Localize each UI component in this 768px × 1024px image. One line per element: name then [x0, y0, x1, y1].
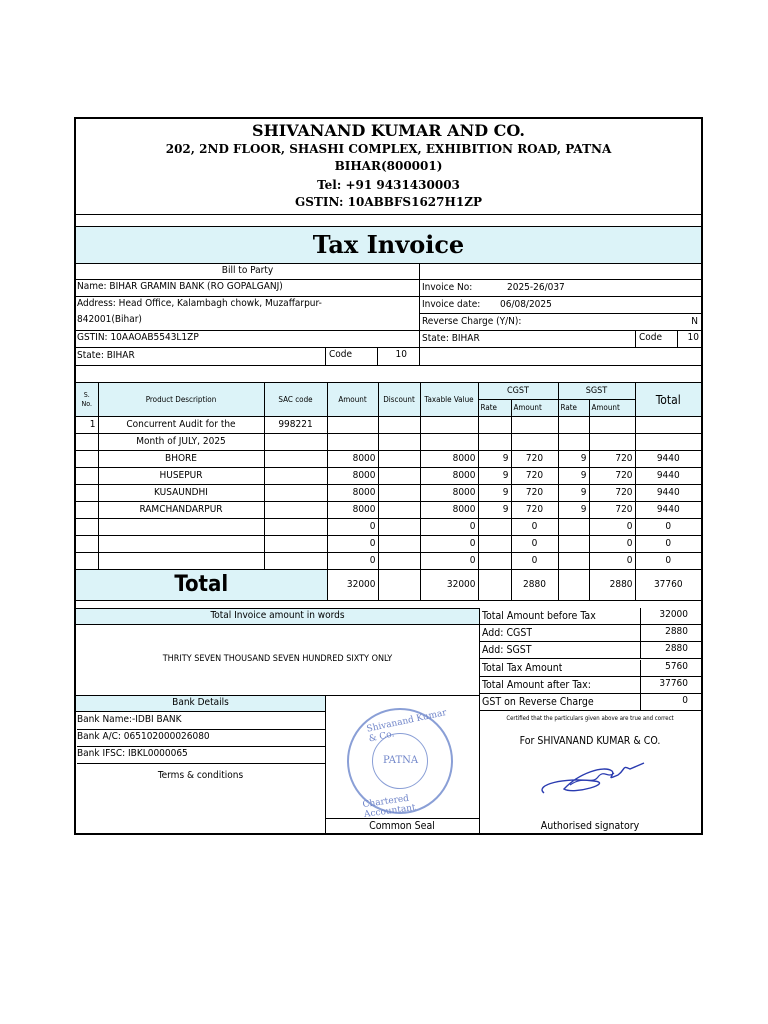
separator: [76, 365, 701, 383]
cell-sac: [264, 451, 327, 468]
invoice-no: 2025-26/037: [507, 282, 565, 293]
cell-cgst-amt: [511, 434, 558, 451]
cell-sno: 1: [76, 417, 98, 434]
company-address-line1: 202, 2ND FLOOR, SHASHI COMPLEX, EXHIBITION ROAD, PATNA: [165, 142, 612, 156]
cell-cgst-amt: 720: [511, 468, 558, 485]
cell-total: 9440: [635, 451, 701, 468]
col-sgst-rate: Rate: [558, 400, 589, 417]
invoice-title: Tax Invoice: [76, 226, 701, 263]
col-sgst-amount: Amount: [589, 400, 635, 417]
table-row: [76, 434, 701, 451]
cell-total: 0: [635, 553, 701, 570]
bill-address-line1: Address: Head Office, Kalambagh chowk, Muzaffarpur-: [76, 296, 419, 313]
cell-sac: [264, 468, 327, 485]
cell-sno: [76, 519, 98, 536]
cell-sgst-rate: 9: [558, 451, 589, 468]
cell-amount: 8000: [327, 502, 378, 519]
col-description: Product Description: [98, 383, 264, 417]
cell-sgst-amt: 0: [589, 553, 635, 570]
cell-taxable: 8000: [420, 485, 478, 502]
bank-ifsc: Bank IFSC: IBKL0000065: [77, 747, 325, 764]
cell-sgst-amt: 0: [589, 519, 635, 536]
cell-taxable: [420, 434, 478, 451]
seal-text-top: Shivanand Kumar & Co.: [365, 708, 448, 745]
invoice-state: State: BIHAR: [422, 333, 480, 344]
cell-total: 9440: [635, 468, 701, 485]
cell-cgst-rate: 9: [478, 502, 511, 519]
cell-amount: [327, 417, 378, 434]
cell-desc: RAMCHANDARPUR: [98, 502, 264, 519]
cell-sno: [76, 434, 98, 451]
cell-sgst-rate: [558, 553, 589, 570]
cell-sgst-amt: [589, 434, 635, 451]
bill-gstin: GSTIN: 10AAOAB5543L1ZP: [76, 330, 419, 347]
col-sgst: SGST: [558, 383, 635, 400]
summary-label: Total Amount after Tax:: [482, 678, 591, 691]
cell-cgst-rate: [478, 434, 511, 451]
bill-name: Name: BIHAR GRAMIN BANK (RO GOPALGANJ): [76, 279, 419, 296]
invoice-date: 06/08/2025: [500, 299, 552, 310]
cell-sgst-amt: 720: [589, 451, 635, 468]
bill-to-header: Bill to Party: [76, 263, 419, 279]
col-cgst-amount: Amount: [511, 400, 558, 417]
summary-value: 2880: [640, 625, 702, 641]
col-sac: SAC code: [264, 383, 327, 417]
invoice-code: 10: [677, 331, 702, 347]
sign-for: For SHIVANAND KUMAR & CO.: [519, 735, 661, 747]
summary-row: [480, 694, 702, 711]
cell-sno: [76, 485, 98, 502]
invoice-sheet: [74, 117, 703, 835]
bill-address-line2: 842001(Bihar): [77, 314, 142, 325]
cell-total: [635, 434, 701, 451]
cell-sno: [76, 536, 98, 553]
common-seal-label: Common Seal: [325, 818, 479, 833]
cell-desc: [98, 536, 264, 553]
cell-sgst-rate: 9: [558, 502, 589, 519]
summary-table: [479, 608, 701, 711]
cell-sgst-amt: 720: [589, 502, 635, 519]
summary-label: Total Amount before Tax: [482, 610, 596, 622]
bank-name: Bank Name:-IDBI BANK: [77, 713, 325, 730]
cell-desc: Concurrent Audit for the: [98, 417, 264, 434]
signature-icon: [534, 755, 654, 805]
cell-sno: [76, 553, 98, 570]
cell-amount: 0: [327, 553, 378, 570]
cell-cgst-amt: 720: [511, 451, 558, 468]
col-cgst-rate: Rate: [478, 400, 511, 417]
cell-sno: [76, 502, 98, 519]
total-taxable: 32000: [420, 570, 478, 601]
cell-cgst-rate: 9: [478, 468, 511, 485]
bill-code-label: Code: [325, 348, 377, 365]
invoice-code-label: Code: [635, 331, 677, 347]
cell-amount: 8000: [327, 451, 378, 468]
cell-discount: [378, 417, 420, 434]
summary-label: Total Tax Amount: [482, 661, 563, 674]
cell-taxable: 0: [420, 536, 478, 553]
cell-sgst-amt: [589, 417, 635, 434]
total-cgst: 2880: [511, 570, 558, 601]
cell-total: [635, 417, 701, 434]
summary-row: [480, 625, 702, 642]
seal-text-bottom: Chartered Accountant: [362, 793, 417, 821]
cell-total: 9440: [635, 502, 701, 519]
summary-value: 0: [640, 694, 702, 710]
cell-taxable: 0: [420, 553, 478, 570]
invoice-date-label: Invoice date:: [422, 299, 481, 310]
cell-cgst-amt: 720: [511, 485, 558, 502]
bill-code: 10: [377, 348, 419, 365]
cell-taxable: 8000: [420, 451, 478, 468]
total-grand: 37760: [635, 570, 701, 601]
cell-desc: HUSEPUR: [98, 468, 264, 485]
cell-amount: 0: [327, 536, 378, 553]
summary-value: 32000: [640, 608, 702, 624]
company-gstin: GSTIN: 10ABBFS1627H1ZP: [295, 195, 482, 209]
table-row: [76, 468, 701, 485]
cell-discount: [378, 553, 420, 570]
cell-total: 9440: [635, 485, 701, 502]
summary-row: [480, 660, 702, 677]
cell-desc: [98, 553, 264, 570]
cell-cgst-rate: [478, 417, 511, 434]
cell-cgst-amt: 0: [511, 536, 558, 553]
summary-value: 2880: [640, 642, 702, 658]
cell-cgst-amt: [511, 417, 558, 434]
cell-sgst-amt: 720: [589, 485, 635, 502]
total-label: Total: [76, 570, 327, 601]
cell-cgst-rate: [478, 553, 511, 570]
total-sgst: 2880: [589, 570, 635, 601]
cell-sgst-rate: 9: [558, 468, 589, 485]
cell-cgst-rate: 9: [478, 451, 511, 468]
cell-amount: 8000: [327, 468, 378, 485]
summary-row: [480, 642, 702, 659]
cell-amount: 0: [327, 519, 378, 536]
cell-taxable: 8000: [420, 502, 478, 519]
col-taxable: Taxable Value: [420, 383, 478, 417]
cell-sgst-rate: [558, 434, 589, 451]
cell-sno: [76, 451, 98, 468]
separator: [76, 214, 701, 226]
summary-label: Add: SGST: [482, 644, 532, 657]
certified-text: Certified that the particulars given above are true and correct: [506, 715, 674, 722]
summary-row: [480, 608, 702, 625]
words-header: Total Invoice amount in words: [76, 608, 479, 625]
cell-taxable: 0: [420, 519, 478, 536]
summary-row: [480, 677, 702, 694]
total-amount: 32000: [327, 570, 378, 601]
cell-sac: [264, 434, 327, 451]
cell-sac: [264, 485, 327, 502]
seal-stamp: [347, 708, 453, 821]
col-sno: S. No.: [76, 383, 98, 417]
company-address-line2: BIHAR(800001): [334, 159, 443, 173]
cell-cgst-amt: 0: [511, 553, 558, 570]
cell-cgst-rate: [478, 519, 511, 536]
summary-label: GST on Reverse Charge: [482, 696, 594, 708]
cell-desc: Month of JULY, 2025: [98, 434, 264, 451]
cell-total: 0: [635, 519, 701, 536]
cell-cgst-amt: 0: [511, 519, 558, 536]
col-total: Total: [635, 383, 701, 417]
table-row: [76, 553, 701, 570]
terms-conditions: Terms & conditions: [157, 770, 244, 781]
summary-value: 37760: [640, 677, 702, 693]
cell-discount: [378, 502, 420, 519]
cell-discount: [378, 536, 420, 553]
seal-text-center: PATNA: [383, 755, 419, 766]
bank-account: Bank A/C: 065102000026080: [77, 730, 325, 747]
table-row: [76, 519, 701, 536]
cell-sgst-amt: 0: [589, 536, 635, 553]
table-row: [76, 485, 701, 502]
cell-taxable: [420, 417, 478, 434]
cell-cgst-amt: 720: [511, 502, 558, 519]
cell-sgst-rate: [558, 519, 589, 536]
cell-taxable: 8000: [420, 468, 478, 485]
col-amount: Amount: [327, 383, 378, 417]
bank-header: Bank Details: [76, 695, 325, 712]
table-row: [76, 417, 701, 434]
cell-discount: [378, 485, 420, 502]
items-table: [76, 383, 701, 601]
cell-sac: [264, 519, 327, 536]
cell-sgst-rate: 9: [558, 485, 589, 502]
table-row: [76, 536, 701, 553]
reverse-charge-value: N: [691, 316, 698, 327]
cell-sac: [264, 536, 327, 553]
cell-cgst-rate: [478, 536, 511, 553]
cell-total: 0: [635, 536, 701, 553]
company-name: SHIVANAND KUMAR AND CO.: [252, 121, 525, 140]
cell-sgst-rate: [558, 536, 589, 553]
cell-sac: 998221: [264, 417, 327, 434]
bill-state: State: BIHAR: [77, 350, 135, 361]
cell-amount: [327, 434, 378, 451]
cell-discount: [378, 451, 420, 468]
cell-discount: [378, 468, 420, 485]
authorised-signatory: Authorised signatory: [540, 820, 640, 832]
cell-discount: [378, 434, 420, 451]
table-row: [76, 451, 701, 468]
col-cgst: CGST: [478, 383, 558, 400]
invoice-no-label: Invoice No:: [422, 282, 473, 293]
cell-desc: [98, 519, 264, 536]
table-row: [76, 502, 701, 519]
col-discount: Discount: [378, 383, 420, 417]
cell-sgst-amt: 720: [589, 468, 635, 485]
summary-label: Add: CGST: [482, 627, 533, 640]
cell-sno: [76, 468, 98, 485]
cell-cgst-rate: 9: [478, 485, 511, 502]
cell-desc: BHORE: [98, 451, 264, 468]
summary-value: 5760: [640, 660, 702, 676]
company-tel: Tel: +91 9431430003: [317, 178, 460, 192]
reverse-charge-label: Reverse Charge (Y/N):: [422, 316, 522, 327]
cell-sgst-rate: [558, 417, 589, 434]
cell-sac: [264, 553, 327, 570]
cell-sac: [264, 502, 327, 519]
cell-discount: [378, 519, 420, 536]
cell-desc: KUSAUNDHI: [98, 485, 264, 502]
amount-in-words: THRITY SEVEN THOUSAND SEVEN HUNDRED SIXTY ONLY: [162, 654, 393, 664]
cell-amount: 8000: [327, 485, 378, 502]
